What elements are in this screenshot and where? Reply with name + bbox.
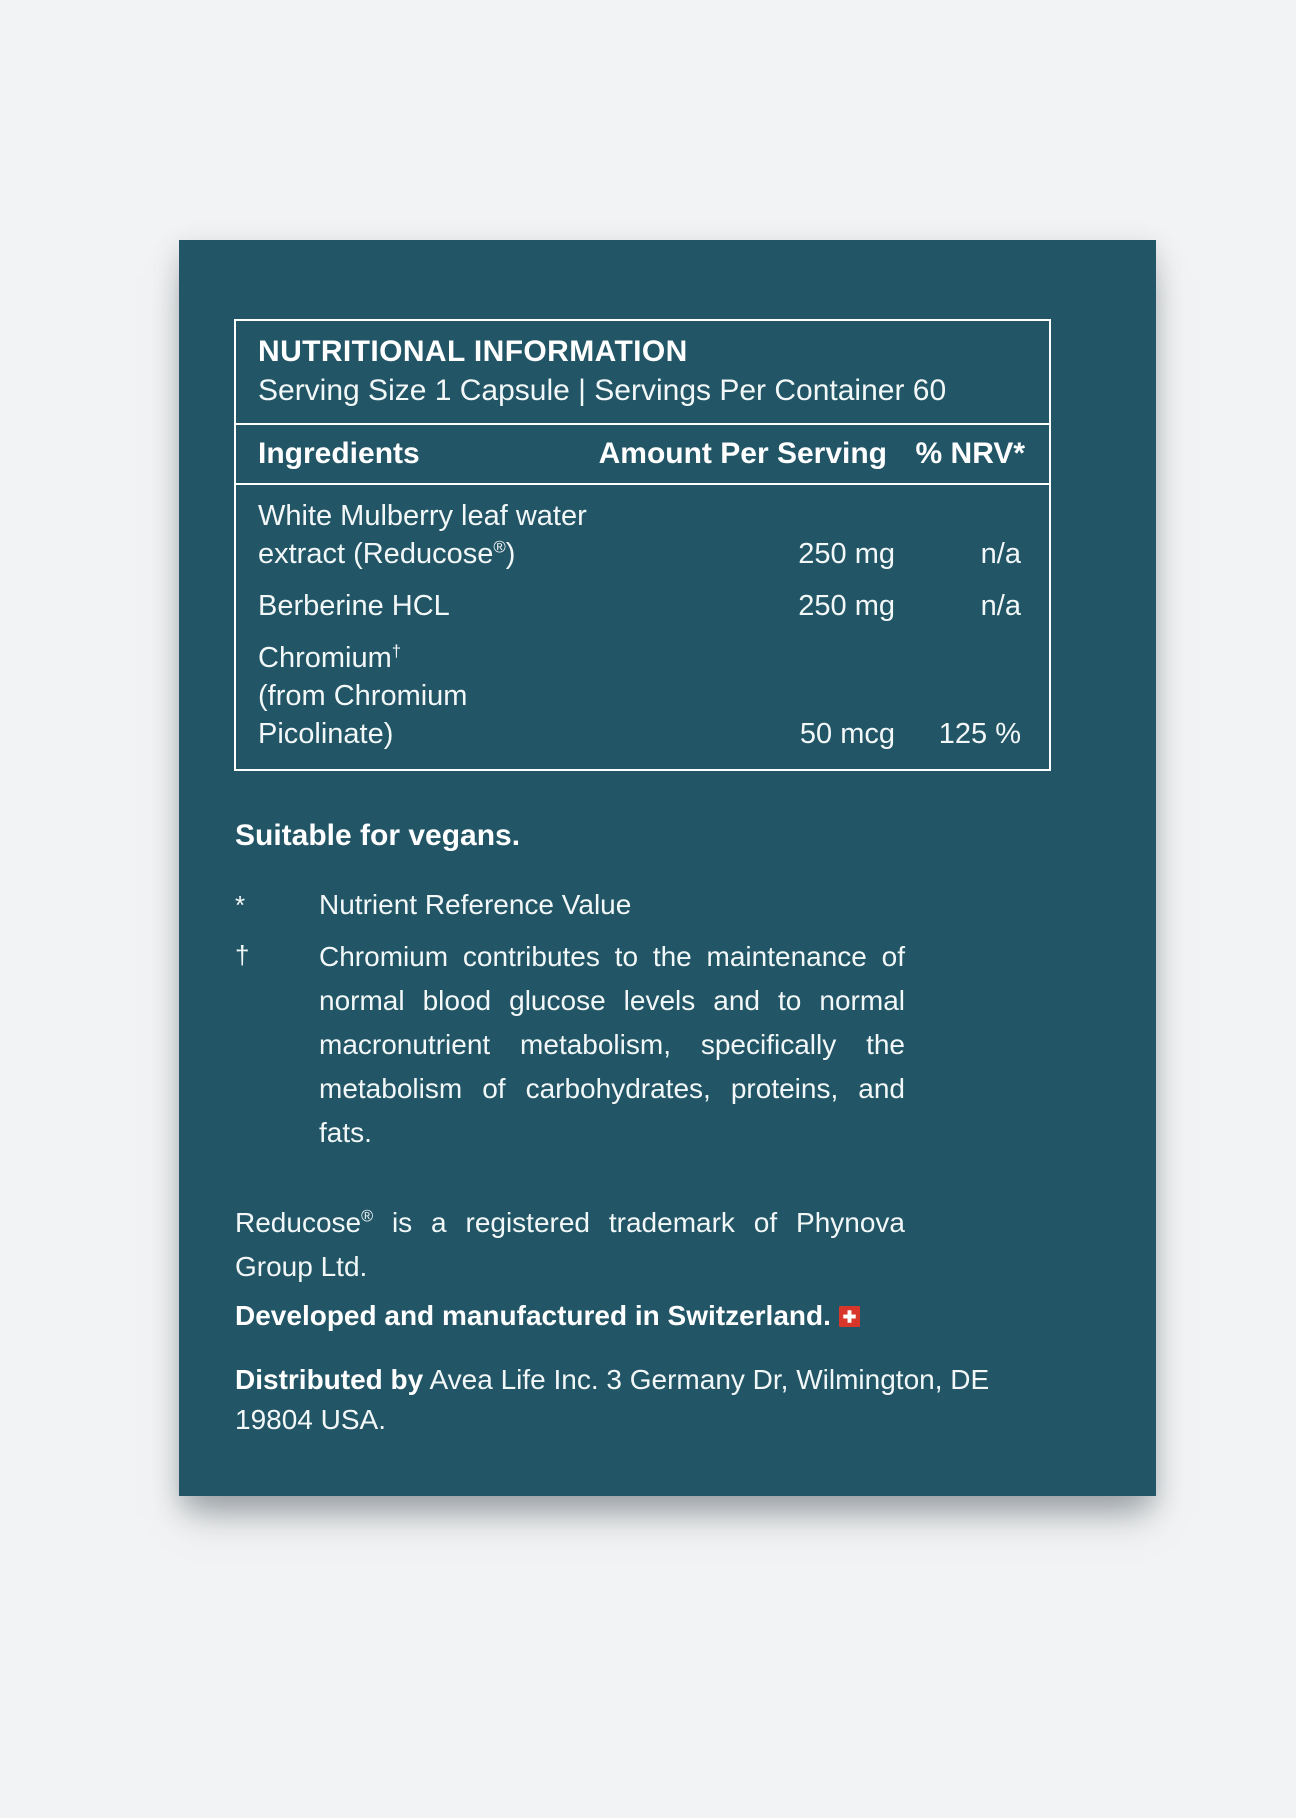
footnote-nrv [235,885,905,925]
distributor-statement [235,1360,1025,1440]
dagger-symbol: † [391,641,402,661]
table-body [236,485,1049,769]
nutrition-table-header [236,321,1049,425]
footer-section [235,1296,1025,1496]
vegan-statement: Suitable for vegans. [235,819,521,852]
ingredient-line: Chromium† [258,641,402,674]
ingredient-name [258,587,610,625]
ingredient-line: White Mulberry leaf water [258,500,587,532]
table-row [258,587,1025,625]
nrv-value: 125 % [938,718,1021,750]
made-in-statement: Developed and manufactured in Switzerland. [235,1296,1025,1336]
asterisk-symbol: * [235,890,246,920]
nrv-value: n/a [980,538,1021,570]
serving-info: Serving Size 1 Capsule | Servings Per Container 60 [258,374,947,407]
amount-value: 250 mg [798,590,895,622]
column-amount-per-serving: Amount Per Serving [598,437,887,470]
footnote-chromium [235,935,905,1155]
table-row [258,497,1025,573]
column-percent-nrv: % NRV* [915,437,1025,470]
ingredient-name [258,639,610,753]
registered-trademark-symbol: ® [493,537,506,557]
amount-value: 50 mcg [799,718,895,750]
dagger-symbol: † [235,940,250,970]
swiss-flag-icon [839,1306,860,1327]
ingredient-line: Berberine HCL [258,590,450,622]
amount-value: 250 mg [798,538,895,570]
nrv-value: n/a [980,590,1021,622]
label-card [179,240,1156,1496]
distributed-by-label: Distributed by [235,1364,424,1395]
registered-trademark-symbol: ® [361,1207,374,1226]
footnote-text: Nutrient Reference Value [319,889,632,920]
table-row [258,639,1025,753]
ingredient-line: extract (Reducose®) [258,537,516,570]
table-title: NUTRITIONAL INFORMATION [258,335,688,368]
footnote-text: Chromium contributes to the maintenance of normal blood glucose levels and to normal macronutrient metabolism, specifically the metabolism of carbohydrates, proteins, and fats. [319,941,905,1148]
distributor-address: Avea Life Inc. 3 Germany Dr, Wilmington, DE 19804 USA. [235,1364,990,1435]
column-ingredients: Ingredients [258,437,420,470]
trademark-statement: Reducose® is a registered trademark of Phynova Group Ltd. [235,1207,905,1282]
ingredient-line: (from Chromium Picolinate) [258,680,468,750]
notes-section [235,817,905,1289]
ingredient-name [258,497,610,573]
column-header-row [236,425,1049,485]
nutrition-table [234,319,1051,771]
